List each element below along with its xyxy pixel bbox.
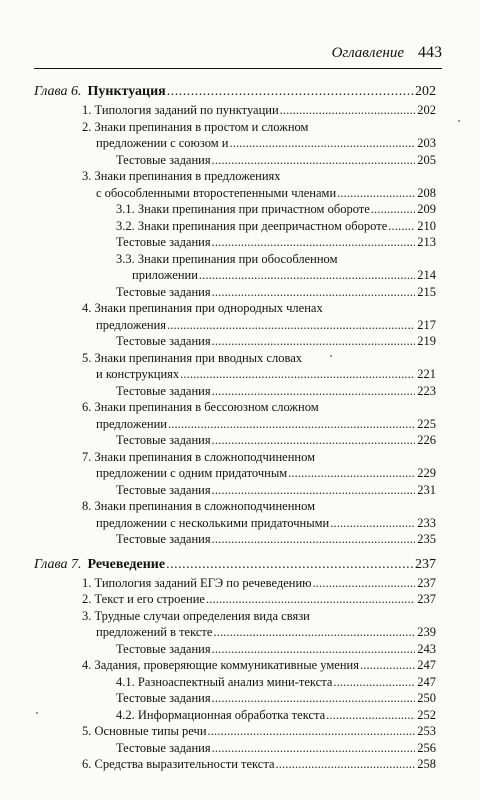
dot-leader [212, 234, 415, 251]
toc-line [34, 234, 436, 251]
dot-leader [212, 740, 415, 757]
toc-line [34, 674, 436, 691]
toc-page-number: 221 [417, 367, 436, 381]
dot-leader [212, 432, 415, 449]
toc-page-number: 215 [417, 284, 436, 299]
dot-leader [212, 333, 415, 350]
toc-section-entry[interactable] [34, 218, 436, 235]
table-of-contents [34, 80, 436, 773]
toc-chapter-entry[interactable] [34, 555, 436, 575]
scan-speck [458, 120, 460, 122]
dot-leader [208, 723, 415, 740]
toc-line [34, 531, 436, 548]
toc-test-entry[interactable] [34, 690, 436, 707]
toc-section-entry[interactable] [34, 608, 436, 641]
toc-section-entry[interactable] [34, 102, 436, 119]
toc-line [34, 432, 436, 449]
toc-section-entry[interactable] [34, 300, 436, 333]
toc-line [34, 690, 436, 707]
chapter-page-number: 202 [415, 84, 436, 99]
toc-line [34, 333, 436, 350]
dot-leader [212, 531, 415, 548]
dot-leader [206, 591, 415, 608]
toc-page-number: 210 [417, 218, 436, 233]
toc-section-entry[interactable] [34, 350, 436, 383]
toc-entry-text: 1. Типология заданий по пунктуации [82, 103, 279, 117]
toc-entry-text: Тестовые задания [116, 284, 211, 299]
toc-entry-text: 6. Средства выразительности текста [82, 757, 275, 771]
toc-line [34, 317, 436, 334]
toc-entry-text: Тестовые задания [116, 235, 211, 249]
toc-test-entry[interactable] [34, 383, 436, 400]
toc-chapter-entry[interactable] [34, 82, 436, 102]
dot-leader [212, 690, 415, 707]
toc-line [34, 201, 436, 218]
toc-page-number: 237 [417, 592, 436, 606]
toc-line [34, 641, 436, 658]
toc-entry-text-line: 3. Трудные случаи определения вида связи [82, 608, 310, 623]
toc-page-number: 253 [417, 724, 436, 738]
dot-leader [180, 366, 415, 383]
toc-section-entry[interactable] [34, 168, 436, 201]
toc-test-entry[interactable] [34, 152, 436, 169]
toc-page-number: 258 [417, 757, 436, 771]
toc-test-entry[interactable] [34, 531, 436, 548]
toc-entry-text: предложении с несколькими придаточными [96, 515, 330, 530]
toc-section-entry[interactable] [34, 251, 436, 284]
toc-test-entry[interactable] [34, 284, 436, 301]
toc-entry-text: и конструкциях [96, 367, 180, 381]
toc-entry-text: предложении с одним придаточным [96, 466, 288, 480]
toc-line [34, 135, 436, 152]
toc-line [34, 482, 436, 499]
toc-entry-text: приложении [132, 268, 198, 282]
toc-section-entry[interactable] [34, 707, 436, 724]
toc-line [34, 756, 436, 773]
dot-leader [333, 674, 415, 691]
header-page-number: 443 [418, 44, 442, 61]
toc-page-number: 217 [417, 317, 436, 332]
toc-line [34, 465, 436, 482]
toc-line [34, 515, 436, 532]
toc-entry-text: 4. Задания, проверяющие коммуникативные умения [82, 658, 359, 672]
toc-line [34, 555, 436, 575]
toc-line [34, 267, 436, 284]
toc-entry-text-line: 7. Знаки препинания в сложноподчиненном [82, 449, 316, 464]
toc-entry-text: Тестовые задания [116, 532, 211, 546]
toc-entry-text: 4.1. Разноаспектный анализ мини-текста [116, 674, 333, 689]
toc-entry-text-line: 4. Знаки препинания при однородных членах [82, 301, 323, 315]
dot-leader [326, 707, 415, 724]
toc-entry-text: 2. Текст и его строение [82, 592, 205, 606]
chapter-title: Речеведение [87, 556, 166, 572]
dot-leader [280, 102, 415, 119]
toc-test-entry[interactable] [34, 234, 436, 251]
toc-line [34, 185, 436, 202]
toc-entry-text: 3.1. Знаки препинания при причастном обороте [116, 202, 370, 216]
toc-page-number: 237 [417, 575, 436, 590]
dot-leader [337, 185, 415, 202]
dot-leader [229, 135, 415, 152]
toc-test-entry[interactable] [34, 333, 436, 350]
toc-line [34, 284, 436, 301]
toc-entry-text-line: 3.3. Знаки препинания при обособленном [116, 251, 338, 266]
toc-test-entry[interactable] [34, 740, 436, 757]
toc-page-number: 231 [417, 482, 436, 497]
toc-page-number: 203 [417, 136, 436, 150]
dot-leader [212, 482, 415, 499]
toc-entry-text: Тестовые задания [116, 433, 211, 447]
toc-entry-text: Тестовые задания [116, 691, 211, 705]
dot-leader [388, 218, 415, 235]
scan-speck [330, 355, 332, 357]
toc-line [34, 383, 436, 400]
toc-page-number: 229 [417, 466, 436, 480]
toc-section-entry[interactable] [34, 674, 436, 691]
dot-leader [167, 317, 415, 334]
toc-entry-text-line: 5. Знаки препинания при вводных словах [82, 350, 303, 365]
toc-entry-text-line: 8. Знаки препинания в сложноподчиненном [82, 499, 316, 513]
toc-section-entry[interactable] [34, 591, 436, 608]
toc-page-number: 239 [417, 625, 436, 639]
toc-entry-text: Тестовые задания [116, 152, 211, 167]
dot-leader [199, 267, 415, 284]
toc-page-number: 208 [417, 185, 436, 200]
toc-page-number: 213 [417, 235, 436, 249]
toc-entry-text: Тестовые задания [116, 334, 211, 348]
toc-section-entry[interactable] [34, 657, 436, 674]
toc-line [34, 591, 436, 608]
toc-page-number: 223 [417, 383, 436, 398]
header-title: Оглавление [331, 45, 404, 61]
toc-section-entry[interactable] [34, 119, 436, 152]
toc-page-number: 247 [417, 674, 436, 689]
chapter-title: Пунктуация [87, 84, 166, 99]
toc-section-entry[interactable] [34, 399, 436, 432]
dot-leader [371, 201, 415, 218]
dot-leader [330, 515, 415, 532]
toc-page-number: 209 [417, 202, 436, 216]
toc-entry-text: 5. Основные типы речи [82, 724, 207, 738]
toc-section-entry[interactable] [34, 449, 436, 482]
toc-page-number: 233 [417, 515, 436, 530]
dot-leader [212, 641, 415, 658]
toc-entry-text: Тестовые задания [116, 740, 211, 755]
toc-page-number: 219 [417, 334, 436, 348]
dot-leader [313, 575, 415, 592]
toc-line [34, 416, 436, 433]
toc-line [34, 82, 436, 102]
toc-entry-text-line: 6. Знаки препинания в бессоюзном сложном [82, 400, 319, 414]
toc-chapter-heading [34, 82, 166, 102]
toc-entry-text: Тестовые задания [116, 641, 211, 656]
toc-entry-text: Тестовые задания [116, 383, 211, 398]
toc-section-entry[interactable] [34, 498, 436, 531]
toc-entry-text: 3.2. Знаки препинания при деепричастном обороте [116, 218, 388, 233]
running-header [34, 40, 442, 69]
dot-leader [213, 624, 415, 641]
dot-leader [166, 555, 414, 575]
toc-page-number: 226 [417, 433, 436, 447]
toc-page-number: 256 [417, 740, 436, 755]
toc-line [34, 624, 436, 641]
toc-chapter-heading [34, 555, 165, 575]
toc-line [34, 102, 436, 119]
toc-line [34, 366, 436, 383]
toc-entry-text-line: 2. Знаки препинания в простом и сложном [82, 119, 309, 134]
dot-leader [168, 416, 415, 433]
toc-section-entry[interactable] [34, 575, 436, 592]
dot-leader [276, 756, 416, 773]
toc-line [34, 740, 436, 757]
toc-line [34, 152, 436, 169]
toc-line [34, 723, 436, 740]
toc-page-number: 205 [417, 152, 436, 167]
toc-entry-text: 1. Типология заданий ЕГЭ по речеведению [82, 575, 312, 590]
toc-page-number: 235 [417, 532, 436, 546]
toc-test-entry[interactable] [34, 482, 436, 499]
toc-section-entry[interactable] [34, 201, 436, 218]
toc-line [34, 218, 436, 235]
toc-section-entry[interactable] [34, 756, 436, 773]
toc-line [34, 575, 436, 592]
toc-entry-text: предложении с союзом и [96, 136, 229, 150]
toc-entry-text: предложений в тексте [96, 625, 213, 639]
dot-leader [288, 465, 415, 482]
toc-line [34, 657, 436, 674]
chapter-page-number: 237 [415, 556, 436, 572]
chapter-label: Глава 7. [34, 556, 82, 572]
dot-leader [212, 383, 415, 400]
toc-page-number: 250 [417, 691, 436, 705]
toc-entry-text: предложения [96, 317, 167, 332]
toc-entry-text: 4.2. Информационная обработка текста [116, 707, 326, 722]
toc-entry-text: предложении [96, 416, 167, 431]
toc-page-number: 252 [417, 707, 436, 722]
chapter-label: Глава 6. [34, 84, 82, 99]
toc-test-entry[interactable] [34, 432, 436, 449]
toc-line [34, 707, 436, 724]
toc-page-number: 225 [417, 416, 436, 431]
toc-entry-text: Тестовые задания [116, 482, 211, 497]
toc-page-number: 202 [417, 103, 436, 117]
dot-leader [212, 152, 415, 169]
dot-leader [167, 82, 414, 102]
toc-test-entry[interactable] [34, 641, 436, 658]
dot-leader [360, 657, 415, 674]
toc-page-number: 243 [417, 641, 436, 656]
toc-section-entry[interactable] [34, 723, 436, 740]
toc-entry-text-line: 3. Знаки препинания в предложениях [82, 169, 281, 183]
toc-entry-text: с обособленными второстепенными членами [96, 185, 337, 200]
scan-speck [36, 712, 38, 714]
toc-page-number: 247 [417, 658, 436, 672]
dot-leader [212, 284, 415, 301]
toc-page-number: 214 [417, 268, 436, 282]
